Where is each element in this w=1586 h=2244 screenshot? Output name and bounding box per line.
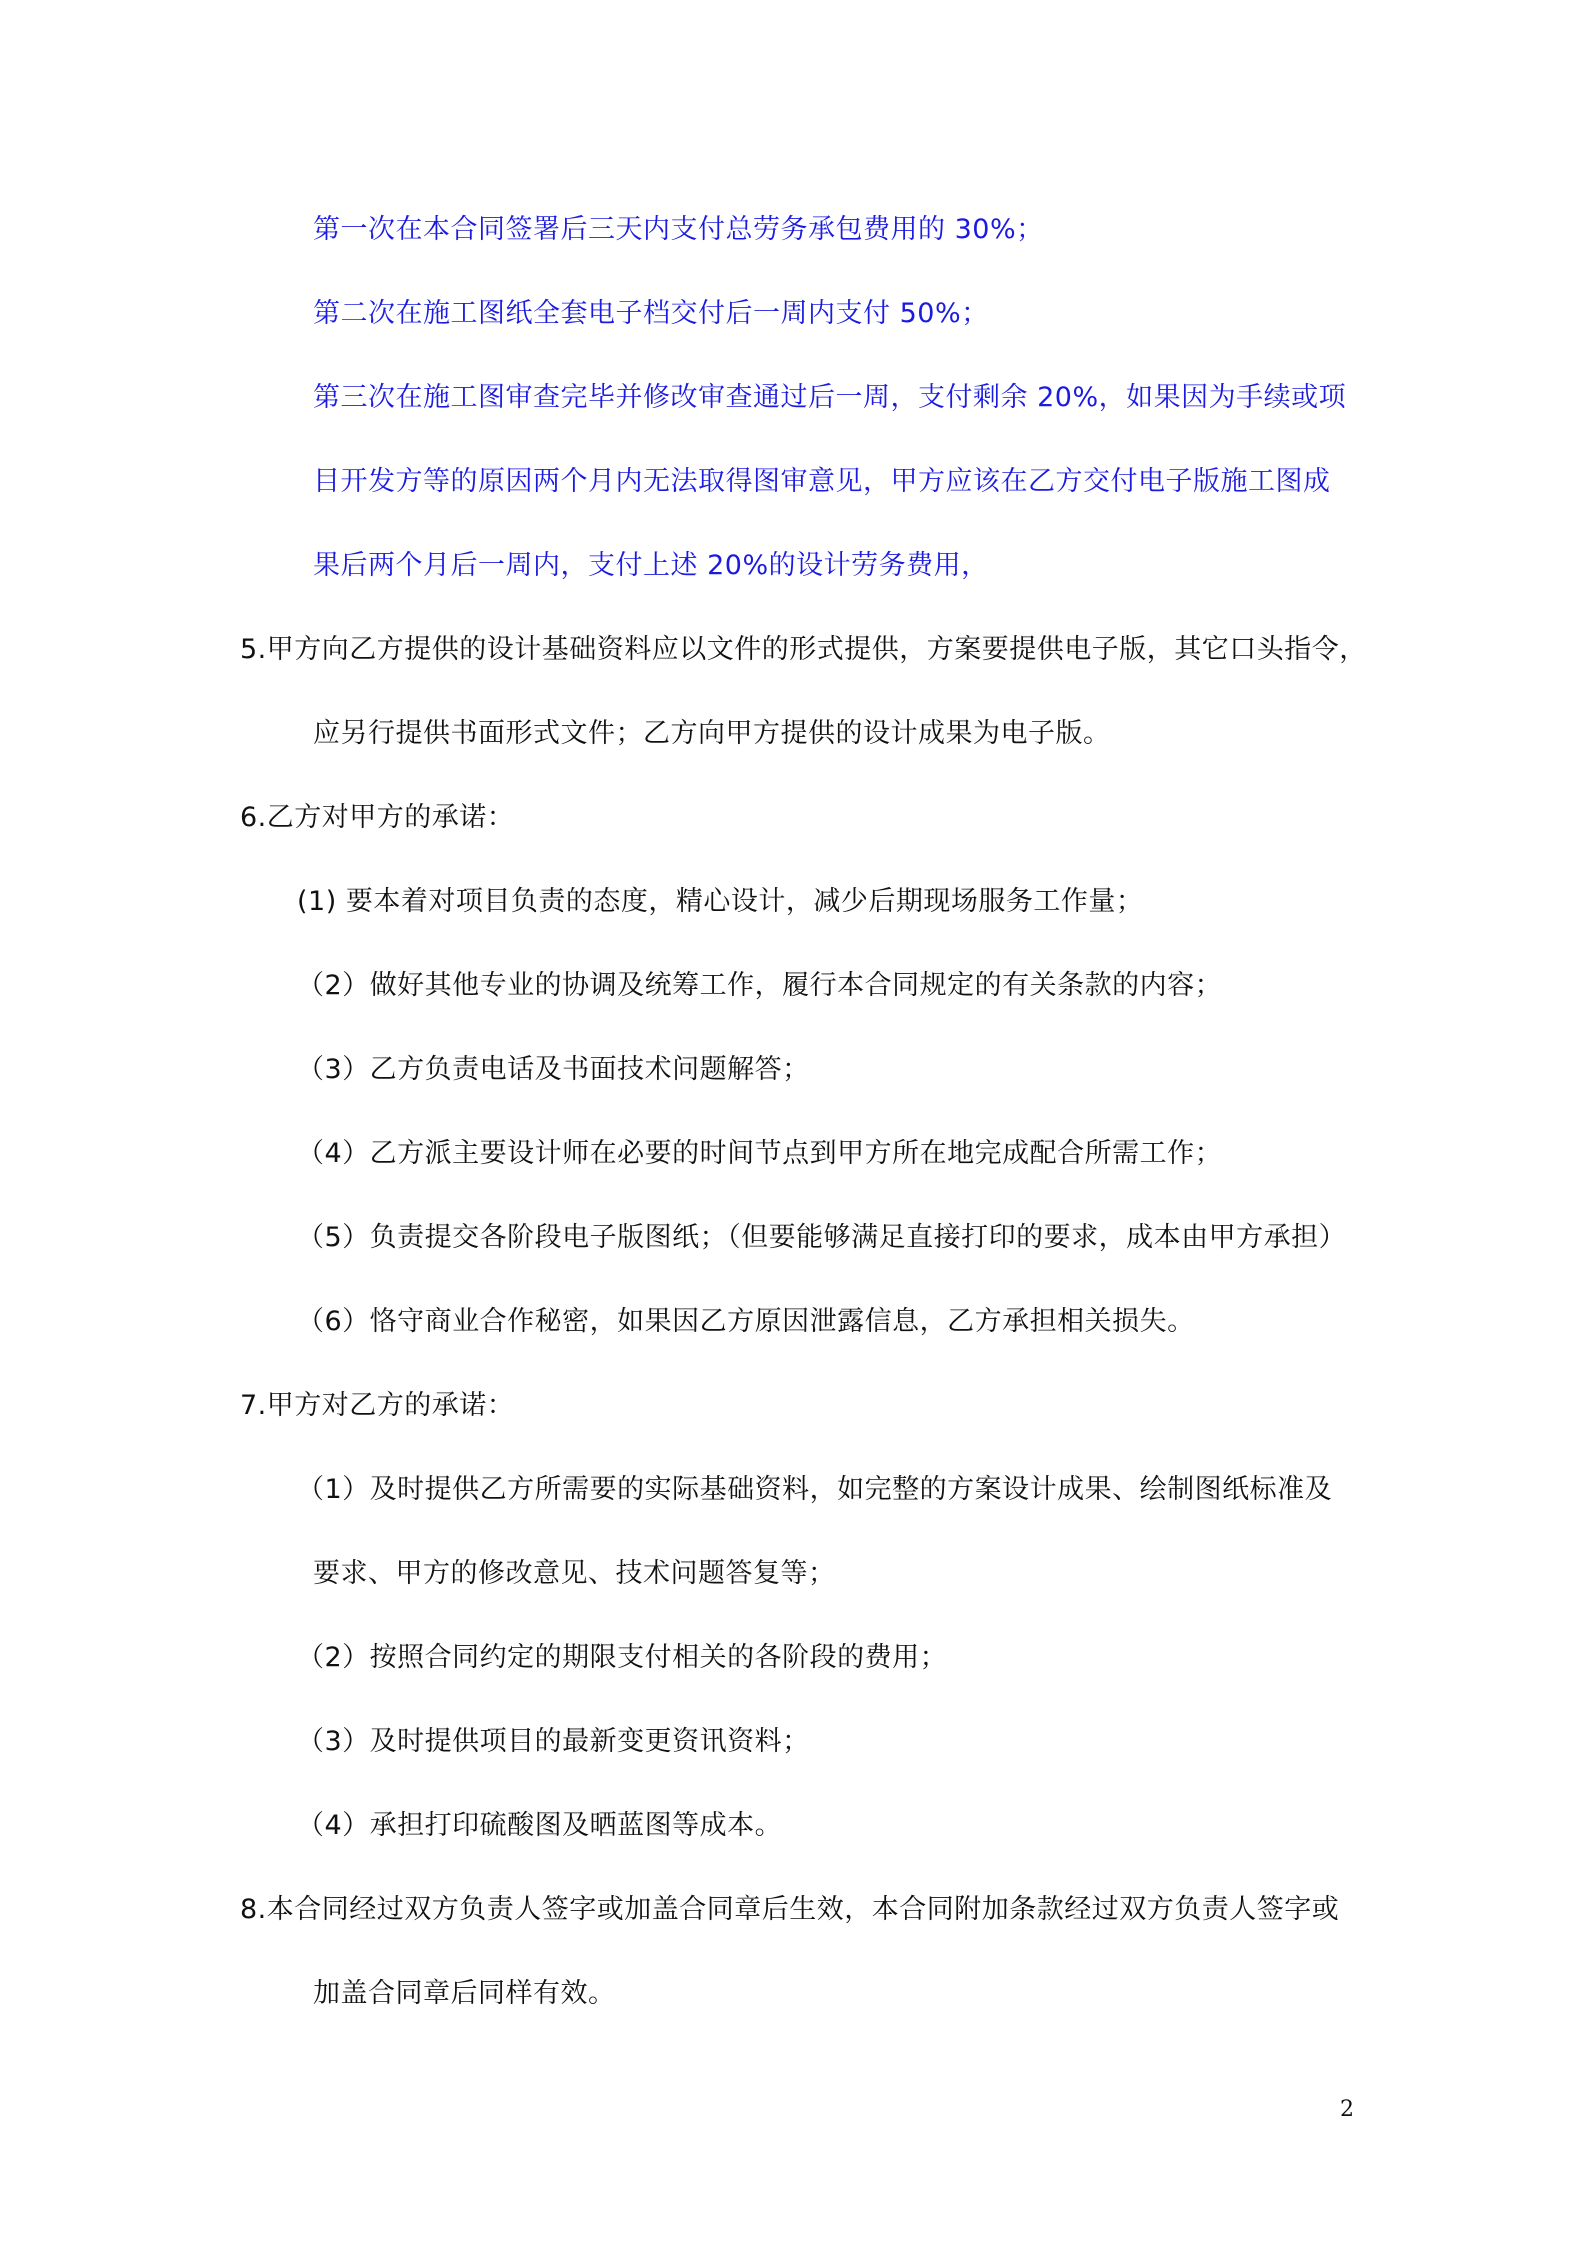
clause-7-heading: 7.甲方对乙方的承诺： [240, 1390, 515, 1421]
payment-line-3: 第三次在施工图审查完毕并修改审查通过后一周，支付剩余 20%，如果因为手续或项 [313, 382, 1347, 413]
page-number: 2 [1340, 2097, 1354, 2122]
payment-line-1: 第一次在本合同签署后三天内支付总劳务承包费用的 30%； [313, 214, 1044, 245]
clause-6-item: （2）做好其他专业的协调及统筹工作，履行本合同规定的有关条款的内容； [297, 970, 1223, 1001]
payment-line-5: 果后两个月后一周内，支付上述 20%的设计劳务费用， [313, 550, 989, 581]
clause-5-line-1: 5.甲方向乙方提供的设计基础资料应以文件的形式提供，方案要提供电子版，其它口头指令， [240, 634, 1367, 665]
clause-8-line-2: 加盖合同章后同样有效。 [313, 1978, 616, 2009]
clause-7-item: （4）承担打印硫酸图及晒蓝图等成本。 [297, 1810, 783, 1841]
clause-6-item: （5）负责提交各阶段电子版图纸；（但要能够满足直接打印的要求，成本由甲方承担） [297, 1222, 1347, 1253]
payment-line-4: 目开发方等的原因两个月内无法取得图审意见，甲方应该在乙方交付电子版施工图成 [313, 466, 1331, 497]
clause-8-line-1: 8.本合同经过双方负责人签字或加盖合同章后生效，本合同附加条款经过双方负责人签字或 [240, 1894, 1340, 1925]
payment-line-2: 第二次在施工图纸全套电子档交付后一周内支付 50%； [313, 298, 989, 329]
clause-5-line-2: 应另行提供书面形式文件；乙方向甲方提供的设计成果为电子版。 [313, 718, 1111, 749]
clause-7-item-continuation: 要求、甲方的修改意见、技术问题答复等； [313, 1558, 836, 1589]
clause-7-item: （1）及时提供乙方所需要的实际基础资料，如完整的方案设计成果、绘制图纸标准及 [297, 1474, 1333, 1505]
clause-6-item: (1) 要本着对项目负责的态度，精心设计，减少后期现场服务工作量； [297, 886, 1144, 917]
clause-7-item: （3）及时提供项目的最新变更资讯资料； [297, 1726, 810, 1757]
clause-6-item: （4）乙方派主要设计师在必要的时间节点到甲方所在地完成配合所需工作； [297, 1138, 1223, 1169]
clause-6-item: （6）恪守商业合作秘密，如果因乙方原因泄露信息，乙方承担相关损失。 [297, 1306, 1195, 1337]
clause-7-item: （2）按照合同约定的期限支付相关的各阶段的费用； [297, 1642, 948, 1673]
clause-6-item: （3）乙方负责电话及书面技术问题解答； [297, 1054, 810, 1085]
clause-6-heading: 6.乙方对甲方的承诺： [240, 802, 515, 833]
